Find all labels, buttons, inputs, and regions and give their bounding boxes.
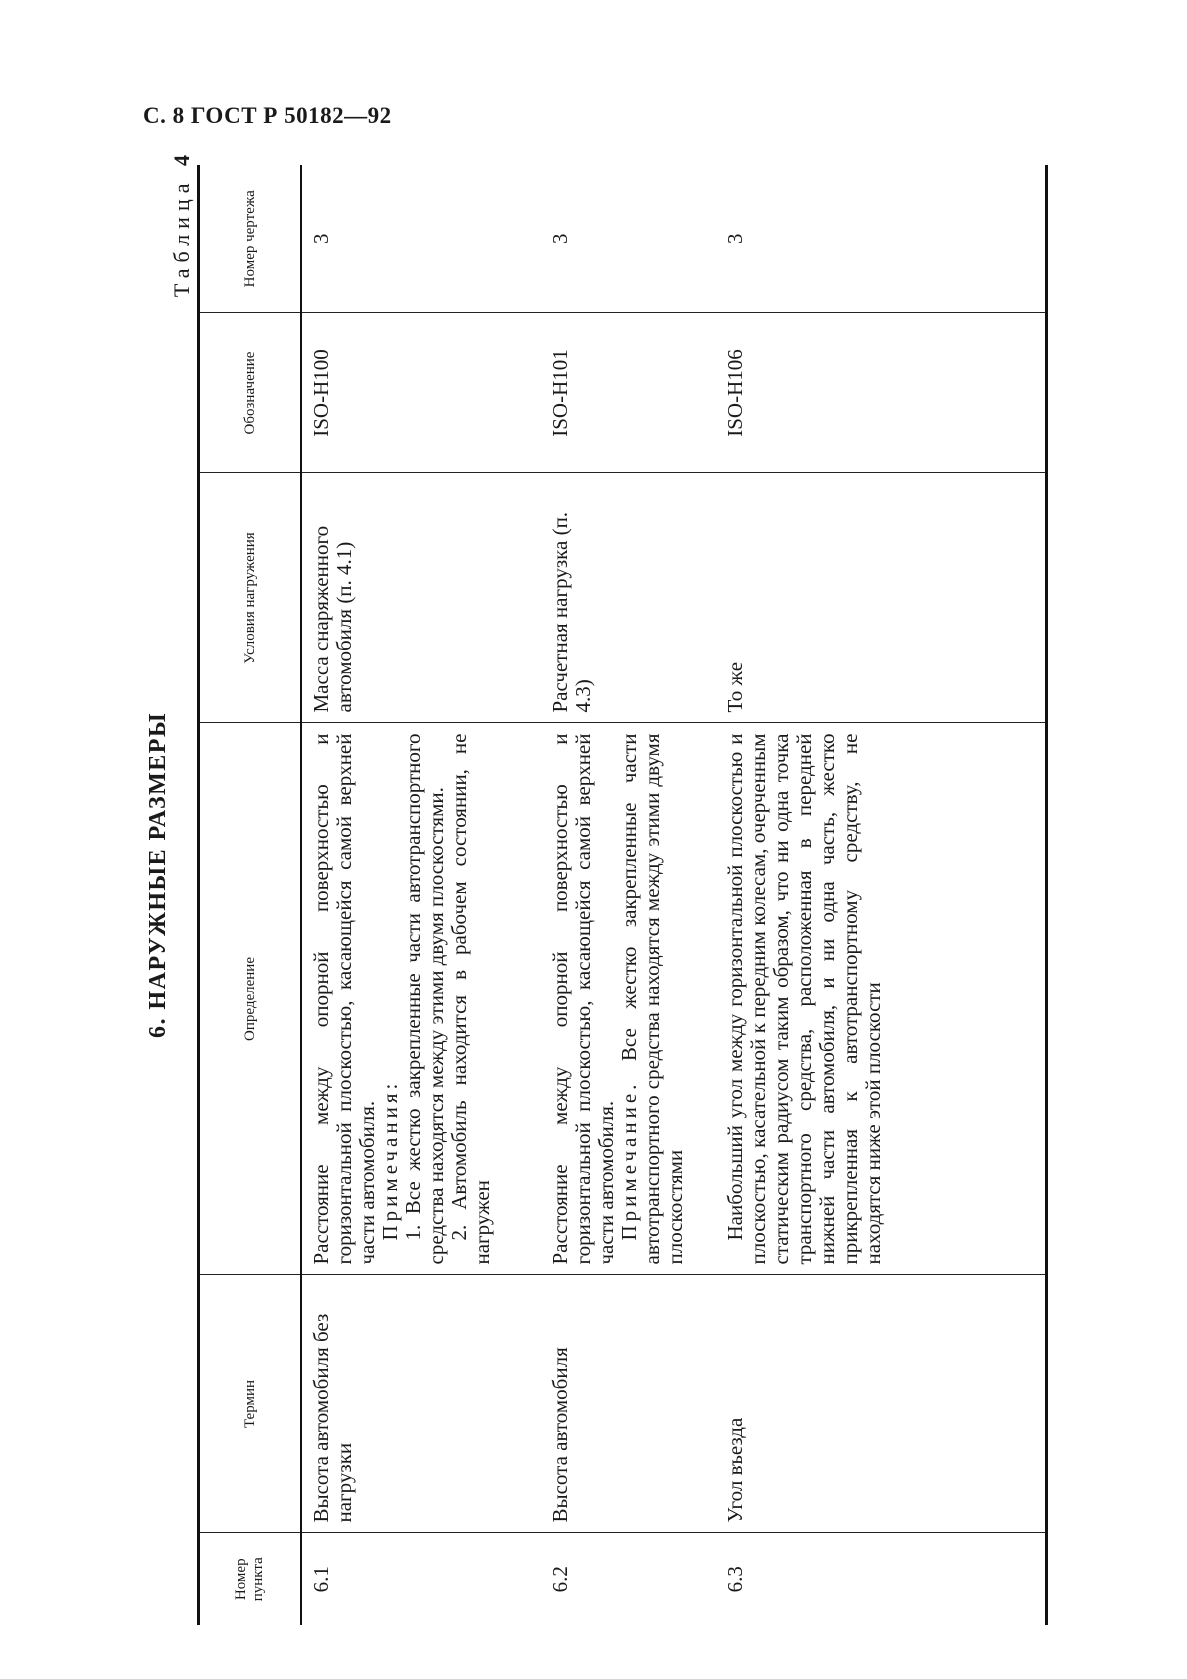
col-header-designation: Обозначение: [199, 313, 302, 473]
definition-note-block: [618, 734, 687, 1265]
row-term: Высота автомобиля: [541, 1275, 716, 1533]
col-header-term: Термин: [199, 1275, 302, 1533]
table-caption: [169, 155, 195, 297]
row-designation: ISO-H106: [716, 313, 1046, 473]
row-drawing: 3: [309, 233, 333, 244]
row-definition: [301, 723, 541, 1275]
table-row: [301, 165, 541, 1625]
definition-note: Все жестко закрепленные части автотранспортного средства находятся между этими двумя плоскостями: [617, 733, 687, 1265]
row-definition: [716, 723, 1046, 1275]
definition-note: 1. Все жестко закрепленные части автотранспортного средства находятся между этими двумя плоскостями.: [401, 733, 448, 1265]
row-term: Угол въезда: [716, 1275, 1046, 1533]
col-header-definition: Определение: [199, 723, 302, 1275]
col-header-num: Номер пункта: [199, 1533, 302, 1625]
row-num: 6.2: [541, 1533, 716, 1625]
col-header-conditions: Условия нагружения: [199, 473, 302, 723]
table-row: [716, 165, 1046, 1625]
row-designation: ISO-H100: [301, 313, 541, 473]
row-conditions: Масса снаряженного автомобиля (п. 4.1): [301, 473, 541, 723]
row-designation: ISO-H101: [541, 313, 716, 473]
row-conditions: Расчетная нагрузка (п. 4.3): [541, 473, 716, 723]
row-num: 6.1: [301, 1533, 541, 1625]
dimensions-table: [197, 165, 1048, 1625]
table-row: [541, 165, 716, 1625]
col-header-drawing: Номер чертежа: [199, 165, 302, 313]
row-conditions: То же: [716, 473, 1046, 723]
definition-text: Расстояние между опорной поверхностью и горизонтальной плоскостью, касающейся самой верхней части автомобиля.: [548, 733, 618, 1265]
definition-text: Расстояние между опорной поверхностью и горизонтальной плоскостью, касающейся самой верхней части автомобиля.: [309, 733, 379, 1265]
rotated-table-sheet: [145, 145, 1025, 1665]
page-header: С. 8 ГОСТ Р 50182—92: [143, 103, 392, 128]
table-header-row: [199, 165, 302, 1625]
row-drawing: 3: [723, 233, 747, 244]
row-drawing: 3: [548, 233, 572, 244]
definition-note-title: Примечание.: [617, 1080, 641, 1241]
row-definition: [541, 723, 716, 1275]
row-num: 6.3: [716, 1533, 1046, 1625]
section-title: 6. НАРУЖНЫЕ РАЗМЕРЫ: [145, 711, 171, 1039]
definition-note: 2. Автомобиль находится в рабочем состоянии, не нагружен: [447, 733, 494, 1265]
table-caption-label: Таблица: [169, 177, 194, 298]
table-caption-number: 4: [169, 155, 194, 166]
row-term: Высота автомобиля без нагрузки: [301, 1275, 541, 1533]
definition-text: Наибольший угол между горизонтальной плоскостью и плоскостью, касательной к передним колесам, очерченным статическим радиусом таким образом, что ни одна точка транспортного средства, расположенная в передней нижней части автомобиля, и ни одна часть, жестко прикрепленная к автотранспортному средству, не находятся ниже этой плоскости: [723, 733, 885, 1265]
definition-note-title: Примечания:: [378, 1079, 402, 1241]
